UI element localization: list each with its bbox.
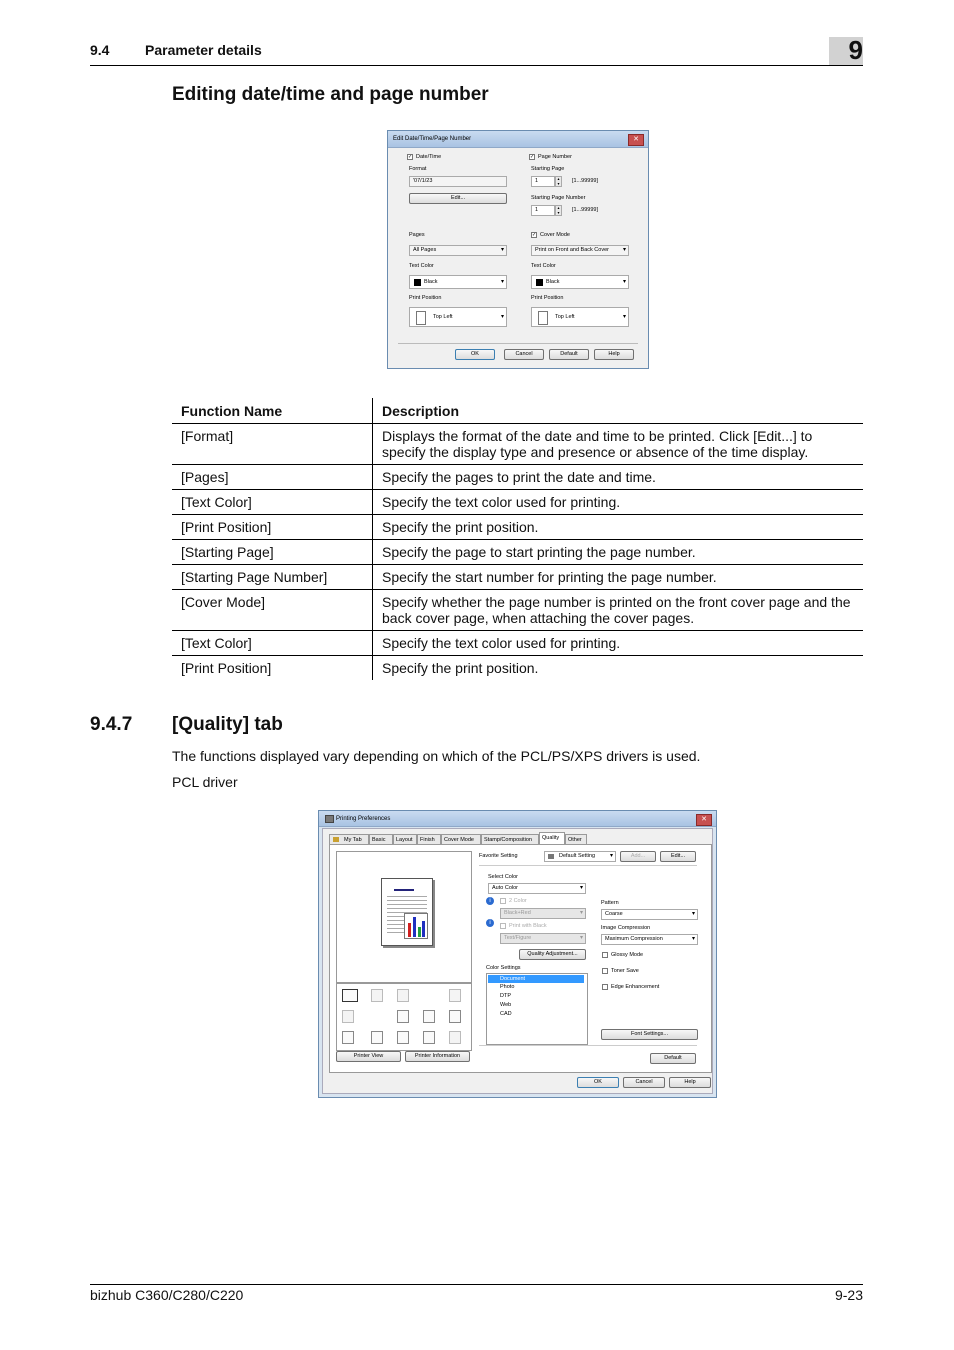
two-color-label: 2 Color bbox=[509, 898, 527, 904]
function-description: Specify the text color used for printing. bbox=[373, 490, 864, 515]
table-row bbox=[172, 465, 863, 490]
printer-settings-icon bbox=[342, 1031, 354, 1044]
function-description: Specify the print position. bbox=[382, 660, 539, 676]
two-color-select[interactable]: Black+Red ▾ bbox=[500, 908, 586, 919]
printing-preferences-dialog bbox=[318, 810, 717, 1098]
column-header: Description bbox=[373, 398, 864, 424]
dialog-body bbox=[322, 828, 713, 1094]
table-row bbox=[172, 424, 863, 465]
section-title: Parameter details bbox=[145, 42, 262, 58]
staple-icon bbox=[449, 989, 461, 1002]
edit-format-button[interactable]: Edit... bbox=[409, 193, 507, 204]
function-name: [Text Color] bbox=[172, 631, 373, 656]
header-rule bbox=[90, 65, 863, 66]
printer-view-button[interactable]: Printer View bbox=[336, 1051, 401, 1062]
table-row bbox=[172, 490, 863, 515]
multi-page-icon bbox=[449, 1010, 461, 1023]
glossy-mode-checkbox[interactable] bbox=[602, 952, 608, 958]
default-button[interactable]: Default bbox=[650, 1053, 696, 1064]
text-color2-select[interactable] bbox=[531, 275, 629, 289]
table-header-row bbox=[172, 398, 863, 424]
page-number-checkbox[interactable]: ✓ bbox=[530, 154, 535, 160]
font-settings-button[interactable]: Font Settings... bbox=[601, 1029, 698, 1040]
favorite-divider bbox=[479, 865, 697, 866]
my-tab-icon bbox=[333, 837, 339, 842]
preview-title-bar bbox=[394, 889, 414, 891]
close-icon[interactable]: ✕ bbox=[628, 134, 644, 146]
quality-adjustment-button[interactable]: Quality Adjustment... bbox=[519, 949, 586, 960]
footer-page-number: 9-23 bbox=[834, 1287, 863, 1303]
list-item[interactable]: Photo bbox=[500, 984, 515, 990]
function-description: Displays the format of the date and time to be printed. Click [Edit...] to specify the display type and presence or absence of the time display. bbox=[373, 424, 864, 465]
image-compression-label: Image Compression bbox=[601, 925, 651, 931]
function-table bbox=[172, 398, 863, 680]
date-time-label: Date/Time bbox=[416, 154, 442, 160]
text-color-label: Text Color bbox=[409, 263, 434, 269]
close-icon[interactable]: ✕ bbox=[696, 814, 712, 826]
function-name: [Cover Mode] bbox=[172, 590, 373, 631]
tab-cover-mode[interactable]: Cover Mode bbox=[441, 834, 481, 844]
intro-paragraph: The functions displayed vary depending on which of the PCL/PS/XPS drivers is used. bbox=[172, 748, 701, 764]
format-label: Format bbox=[409, 166, 427, 172]
info-icon: i bbox=[486, 897, 494, 905]
tab-stamp-composition[interactable]: Stamp/Composition bbox=[481, 834, 539, 844]
default-button[interactable]: Default bbox=[549, 349, 589, 360]
starting-page-spinner[interactable]: ▴ ▾ bbox=[555, 176, 562, 187]
copies-icon bbox=[397, 989, 409, 1002]
tab-strip bbox=[329, 834, 699, 844]
heading-quality-tab bbox=[90, 714, 283, 736]
tab-basic[interactable]: Basic bbox=[369, 834, 393, 844]
page-number-label: Page Number bbox=[538, 154, 572, 160]
pages-select[interactable]: All Pages ▾ bbox=[409, 245, 507, 256]
glossy-mode-label: Glossy Mode bbox=[611, 952, 644, 958]
dialog-titlebar bbox=[319, 811, 716, 827]
footer-rule bbox=[90, 1284, 863, 1285]
print-position-label: Print Position bbox=[409, 295, 442, 301]
color-swatch-icon bbox=[414, 279, 421, 286]
cancel-button[interactable]: Cancel bbox=[504, 349, 544, 360]
edit-favorite-button[interactable]: Edit... bbox=[660, 851, 696, 862]
starting-page-number-range: [1...99999] bbox=[572, 207, 598, 213]
page-preview bbox=[381, 878, 433, 946]
chapter-number: 9 bbox=[848, 35, 863, 65]
table-row bbox=[172, 540, 863, 565]
favorite-setting-label: Favorite Setting bbox=[479, 853, 518, 859]
cover-mode-label: Cover Mode bbox=[540, 232, 570, 238]
driver-label: PCL driver bbox=[172, 774, 238, 790]
tab-my-tab[interactable]: My Tab bbox=[329, 834, 369, 844]
tab-other[interactable]: Other bbox=[565, 834, 587, 844]
color-settings-label: Color Settings bbox=[486, 965, 521, 971]
favorite-setting-select[interactable] bbox=[544, 851, 616, 862]
heading-number: 9.4.7 bbox=[90, 714, 133, 735]
function-name: [Pages] bbox=[172, 465, 373, 490]
print-position2-label: Print Position bbox=[531, 295, 564, 301]
table-row bbox=[172, 631, 863, 656]
page-position-icon bbox=[416, 311, 426, 325]
add-favorite-button[interactable]: Add... bbox=[620, 851, 656, 862]
function-name: [Format] bbox=[172, 424, 373, 465]
text-color-select[interactable] bbox=[409, 275, 507, 289]
overlay-icon bbox=[423, 1010, 435, 1023]
starting-page-range: [1...99999] bbox=[572, 178, 598, 184]
help-button[interactable]: Help bbox=[669, 1077, 711, 1088]
compression-icon bbox=[423, 1031, 435, 1044]
function-name: [Starting Page Number] bbox=[172, 565, 373, 590]
edit-date-time-dialog bbox=[387, 130, 649, 369]
panel-divider bbox=[479, 1045, 697, 1046]
function-name: [Text Color] bbox=[172, 490, 373, 515]
page-position-icon bbox=[538, 311, 548, 325]
print-position2-select[interactable] bbox=[531, 307, 629, 327]
image-compression-select[interactable]: Maximum Compression ▾ bbox=[601, 934, 698, 945]
footer-product: bizhub C360/C280/C220 bbox=[90, 1287, 244, 1303]
color-quality-icon bbox=[397, 1031, 409, 1044]
print-position-value: Top Left bbox=[433, 314, 453, 320]
select-color-select[interactable]: Auto Color ▾ bbox=[488, 883, 586, 894]
function-icon-grid bbox=[336, 983, 472, 1051]
tab-quality[interactable]: Quality bbox=[539, 832, 565, 844]
print-position-select[interactable] bbox=[409, 307, 507, 327]
section-number: 9.4 bbox=[90, 42, 110, 58]
table-row bbox=[172, 656, 863, 681]
chart-bar bbox=[422, 921, 425, 937]
pages-label: Pages bbox=[409, 232, 425, 238]
column-header: Function Name bbox=[172, 398, 373, 424]
printer-icon bbox=[325, 815, 334, 823]
dialog-titlebar bbox=[388, 131, 648, 148]
running-header bbox=[90, 42, 262, 58]
starting-page-number-spinner[interactable]: ▴ ▾ bbox=[555, 205, 562, 216]
booklet-icon bbox=[371, 989, 383, 1002]
table-row bbox=[172, 565, 863, 590]
cover-mode-select[interactable]: Print on Front and Back Cover ▾ bbox=[531, 245, 629, 256]
tab-finish[interactable]: Finish bbox=[417, 834, 441, 844]
preview-pane bbox=[336, 851, 472, 983]
page-layout-icon bbox=[342, 989, 358, 1002]
favorite-setting-value: Default Setting bbox=[559, 853, 596, 859]
dialog-divider bbox=[398, 343, 638, 344]
edge-enhancement-label: Edge Enhancement bbox=[611, 984, 660, 990]
toner-save-checkbox[interactable] bbox=[602, 968, 608, 974]
preview-chart bbox=[404, 913, 428, 939]
color-settings-list[interactable] bbox=[486, 973, 588, 1045]
list-item[interactable]: DTP bbox=[500, 993, 511, 999]
starting-page-number-label: Starting Page Number bbox=[531, 195, 586, 201]
two-color-checkbox[interactable] bbox=[500, 898, 506, 904]
table-row bbox=[172, 590, 863, 631]
function-description: Specify whether the page number is printed on the front cover page and the back cover page, when attaching the cover pages. bbox=[373, 590, 864, 631]
chart-bar bbox=[413, 917, 416, 937]
heading-editing-date-time: Editing date/time and page number bbox=[172, 84, 489, 105]
cancel-button[interactable]: Cancel bbox=[623, 1077, 665, 1088]
function-description: Specify the page to start printing the page number. bbox=[373, 540, 864, 565]
dialog-title: Printing Preferences bbox=[336, 816, 391, 822]
date-time-checkbox[interactable]: ✓ bbox=[408, 154, 413, 160]
text-color2-label: Text Color bbox=[531, 263, 556, 269]
select-color-label: Select Color bbox=[488, 874, 518, 880]
text-color2-value: Black bbox=[546, 279, 560, 285]
edge-enhancement-checkbox[interactable] bbox=[602, 984, 608, 990]
ok-button[interactable]: OK bbox=[455, 349, 495, 360]
pattern-label: Pattern bbox=[601, 900, 619, 906]
cover-mode-checkbox[interactable]: ✓ bbox=[532, 232, 537, 238]
help-button[interactable]: Help bbox=[594, 349, 634, 360]
starting-page-label: Starting Page bbox=[531, 166, 565, 172]
tab-layout[interactable]: Layout bbox=[393, 834, 417, 844]
watermark-icon bbox=[397, 1010, 409, 1023]
print-position2-value: Top Left bbox=[555, 314, 575, 320]
starting-page-field[interactable]: 1 bbox=[531, 176, 555, 187]
list-item[interactable]: CAD bbox=[500, 1011, 512, 1017]
print-with-black-checkbox[interactable] bbox=[500, 923, 506, 929]
favorite-icon bbox=[548, 854, 554, 859]
user-auth-icon bbox=[371, 1031, 383, 1044]
function-description: Specify the print position. bbox=[373, 515, 864, 540]
print-with-black-label: Print with Black bbox=[509, 923, 547, 929]
text-color-value: Black bbox=[424, 279, 438, 285]
function-name: [Starting Page] bbox=[172, 540, 373, 565]
color-swatch-icon bbox=[536, 279, 543, 286]
table-row bbox=[172, 515, 863, 540]
pattern-select[interactable]: Coarse ▾ bbox=[601, 909, 698, 920]
info-icon: i bbox=[486, 919, 494, 927]
list-item[interactable]: Document bbox=[488, 975, 584, 983]
function-description: Specify the start number for printing the page number. bbox=[373, 565, 864, 590]
function-description: Specify the pages to print the date and time. bbox=[373, 465, 864, 490]
function-description: Specify the text color used for printing. bbox=[373, 631, 864, 656]
duplex-icon bbox=[342, 1010, 354, 1023]
text-figure-select[interactable]: Text/Figure ▾ bbox=[500, 933, 586, 944]
chart-bar bbox=[408, 923, 411, 937]
format-field[interactable]: '07/1/23 bbox=[409, 176, 507, 187]
starting-page-number-field[interactable]: 1 bbox=[531, 205, 555, 216]
heading-title: [Quality] tab bbox=[172, 714, 283, 735]
chart-bar bbox=[418, 927, 421, 937]
dialog-title: Edit Date/Time/Page Number bbox=[393, 136, 472, 142]
list-item[interactable]: Web bbox=[500, 1002, 512, 1008]
function-name: [Print Position] bbox=[172, 515, 373, 540]
toner-save-label: Toner Save bbox=[611, 968, 639, 974]
document-icon bbox=[449, 1031, 461, 1044]
function-name: [Print Position] bbox=[172, 656, 373, 681]
ok-button[interactable]: OK bbox=[577, 1077, 619, 1088]
printer-information-button[interactable]: Printer Information bbox=[405, 1051, 470, 1062]
